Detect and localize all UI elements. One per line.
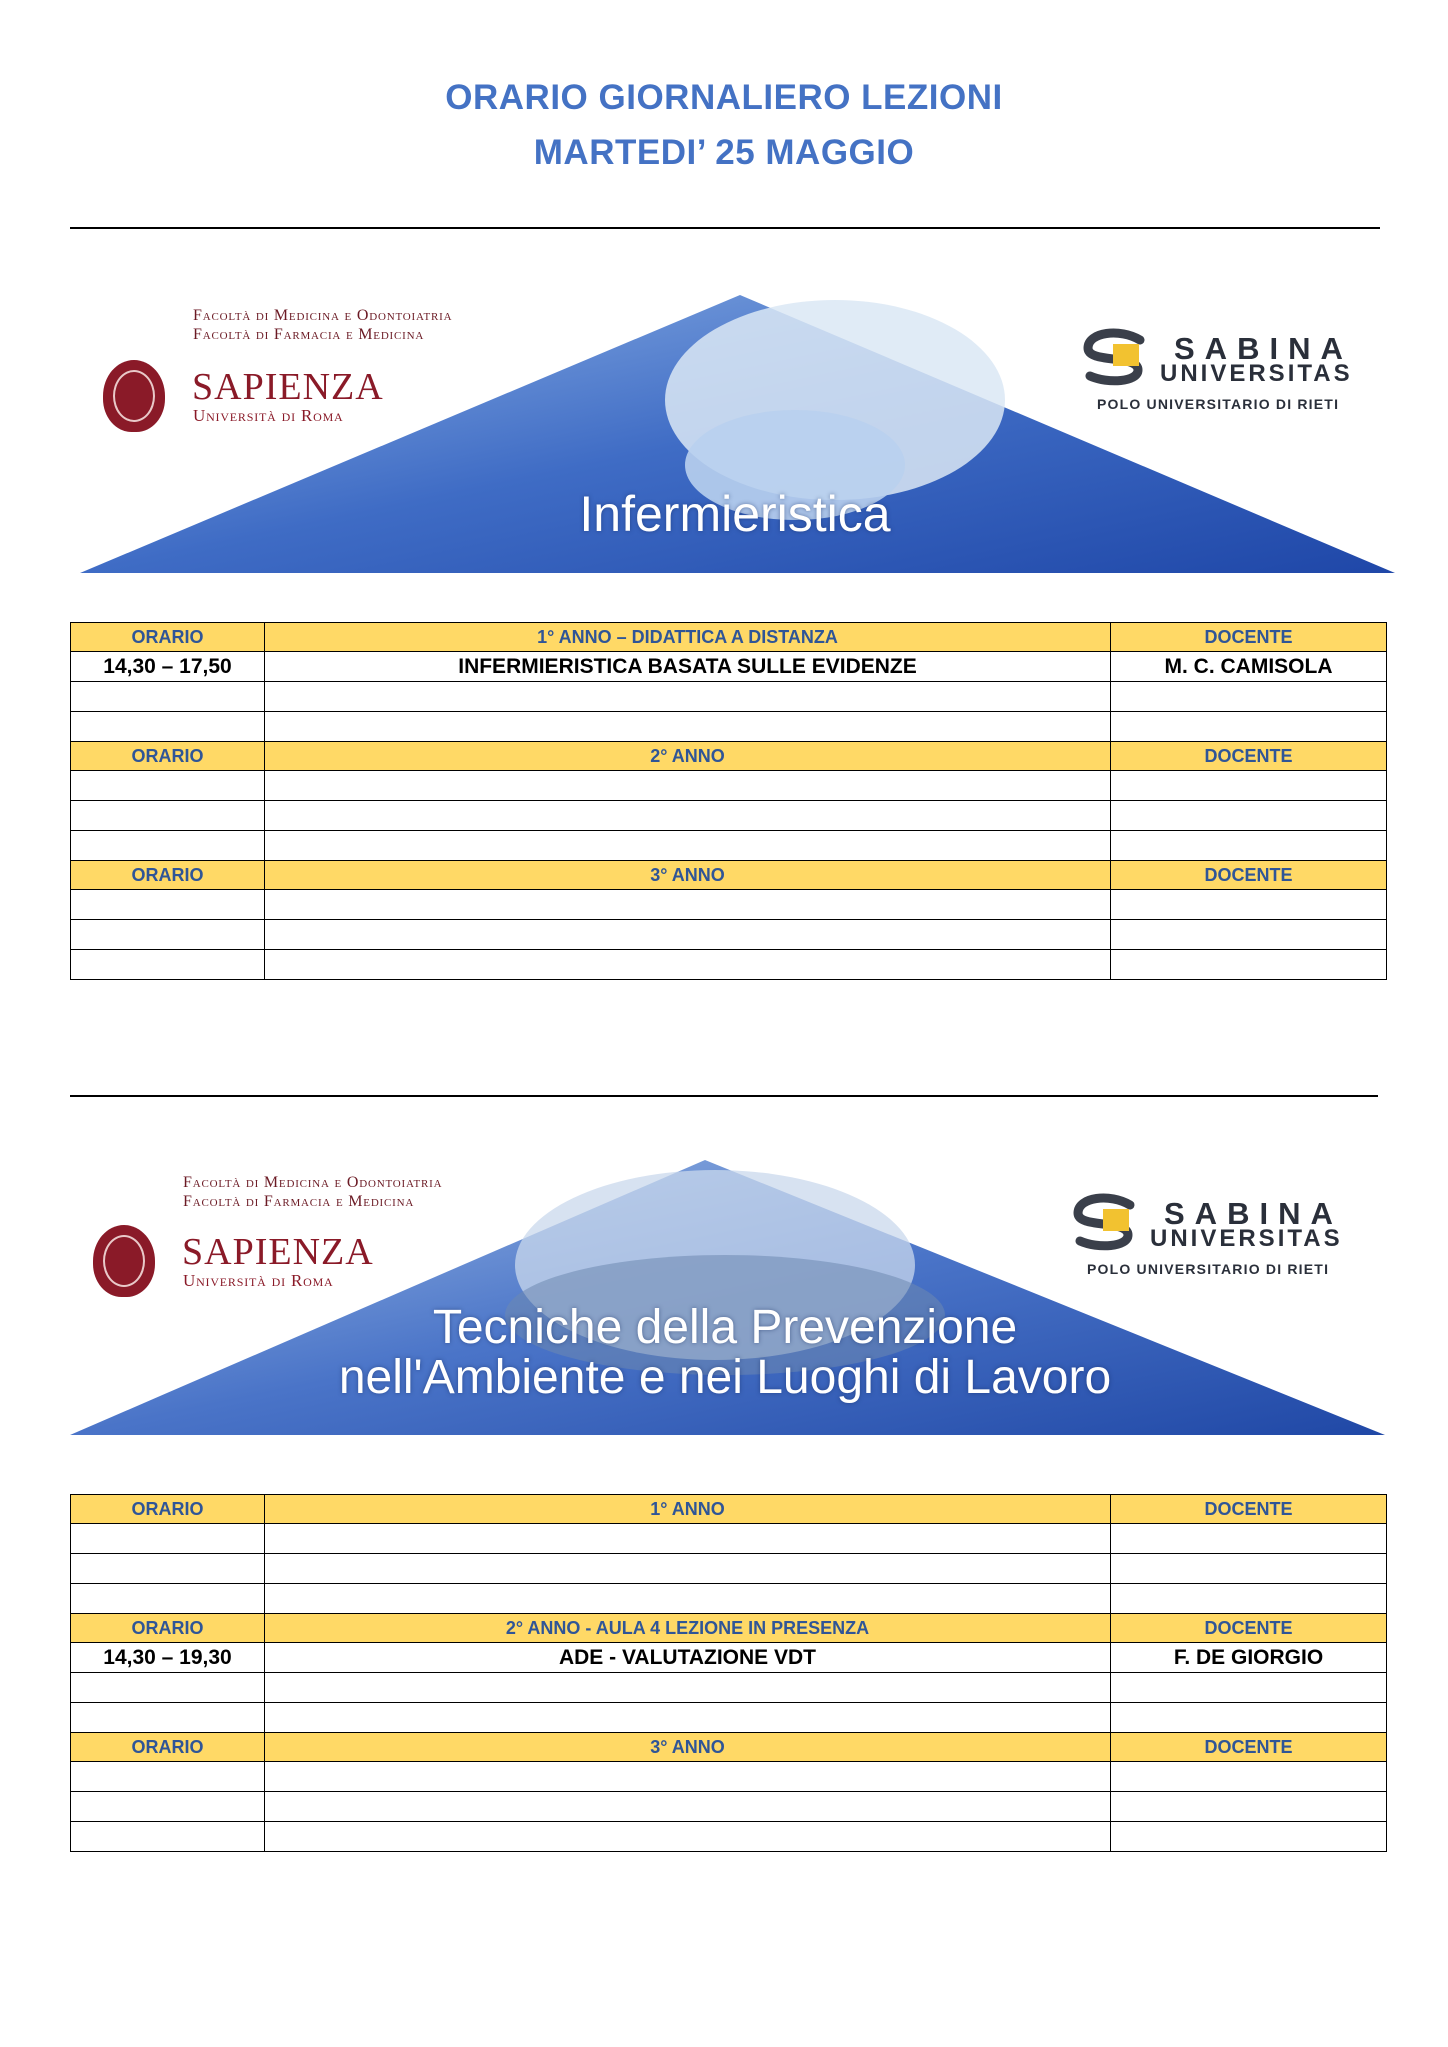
banner-title-line: nell'Ambiente e nei Luoghi di Lavoro (338, 1351, 1112, 1405)
table-row (71, 1822, 1387, 1852)
table-header-row (71, 1495, 1387, 1524)
header-cell: ORARIO (71, 742, 265, 771)
teacher-cell (1111, 771, 1387, 801)
sapienza-subtitle: Università di Roma (183, 1271, 334, 1290)
header-cell: ORARIO (71, 1733, 265, 1762)
course-cell (265, 890, 1111, 920)
table-row (71, 1524, 1387, 1554)
table-row (71, 1762, 1387, 1792)
header-cell: DOCENTE (1111, 1614, 1387, 1643)
sabina-polo: POLO UNIVERSITARIO DI RIETI (1097, 396, 1340, 412)
course-cell (265, 1762, 1111, 1792)
time-cell (71, 712, 265, 742)
sabina-universitas: UNIVERSITAS (1160, 360, 1353, 387)
sabina-universitas: UNIVERSITAS (1150, 1225, 1343, 1252)
teacher-cell (1111, 1822, 1387, 1852)
time-cell (71, 950, 265, 980)
teacher-cell (1111, 712, 1387, 742)
sapienza-seal-icon (103, 360, 165, 432)
time-cell (71, 771, 265, 801)
divider (70, 1095, 1378, 1097)
sabina-name: SABINA (1174, 331, 1353, 366)
table-header-row (71, 1614, 1387, 1643)
time-cell: 14,30 – 17,50 (71, 652, 265, 682)
teacher-cell (1111, 801, 1387, 831)
header-cell: DOCENTE (1111, 861, 1387, 890)
course-cell (265, 1673, 1111, 1703)
time-cell (71, 1762, 265, 1792)
table-row (71, 890, 1387, 920)
banner-title (65, 1303, 1385, 1404)
course-cell (265, 1524, 1111, 1554)
course-cell (265, 1822, 1111, 1852)
teacher-cell (1111, 682, 1387, 712)
time-cell (71, 682, 265, 712)
course-cell (265, 771, 1111, 801)
course-cell (265, 831, 1111, 861)
header-cell: DOCENTE (1111, 742, 1387, 771)
sapienza-name: SAPIENZA (192, 366, 384, 408)
table-row (71, 1703, 1387, 1733)
schedule-table-tecniche-prevenzione (70, 1494, 1387, 1852)
header-cell: 3° ANNO (265, 861, 1111, 890)
course-cell (265, 682, 1111, 712)
table-row (71, 801, 1387, 831)
table-header-row (71, 861, 1387, 890)
course-cell (265, 950, 1111, 980)
time-cell: 14,30 – 19,30 (71, 1643, 265, 1673)
faculty-line2: Facoltà di Farmacia e Medicina (193, 326, 425, 343)
banner-title-line: Infermieristica (579, 486, 891, 542)
table-header-row (71, 1733, 1387, 1762)
teacher-cell (1111, 1703, 1387, 1733)
table-row (71, 1643, 1387, 1673)
course-cell (265, 1554, 1111, 1584)
teacher-cell (1111, 1584, 1387, 1614)
course-cell (265, 712, 1111, 742)
teacher-cell (1111, 890, 1387, 920)
header-cell: DOCENTE (1111, 1733, 1387, 1762)
table-row (71, 1673, 1387, 1703)
teacher-cell (1111, 1524, 1387, 1554)
banner-tecniche-prevenzione (65, 1155, 1385, 1445)
table-row (71, 831, 1387, 861)
time-cell (71, 1703, 265, 1733)
course-cell (265, 1584, 1111, 1614)
table-row (71, 920, 1387, 950)
teacher-cell (1111, 1792, 1387, 1822)
table-row (71, 950, 1387, 980)
course-cell (265, 920, 1111, 950)
table-row (71, 1792, 1387, 1822)
table-row (71, 771, 1387, 801)
course-cell (265, 801, 1111, 831)
page-title-line2: MARTEDI’ 25 MAGGIO (533, 133, 915, 172)
time-cell (71, 920, 265, 950)
banner-infermieristica (75, 290, 1395, 580)
time-cell (71, 1584, 265, 1614)
header-cell: ORARIO (71, 1495, 265, 1524)
course-cell (265, 1703, 1111, 1733)
teacher-cell (1111, 1762, 1387, 1792)
faculty-line2: Facoltà di Farmacia e Medicina (183, 1193, 415, 1210)
header-cell: ORARIO (71, 861, 265, 890)
header-cell: 3° ANNO (265, 1733, 1111, 1762)
table-header-row (71, 742, 1387, 771)
sabina-logo-icon (1080, 326, 1158, 386)
time-cell (71, 801, 265, 831)
teacher-cell (1111, 831, 1387, 861)
time-cell (71, 1792, 265, 1822)
table-row (71, 712, 1387, 742)
sabina-polo: POLO UNIVERSITARIO DI RIETI (1087, 1261, 1330, 1277)
sapienza-seal-icon (93, 1225, 155, 1297)
table-row (71, 1554, 1387, 1584)
table-row (71, 1584, 1387, 1614)
sabina-logo-icon (1070, 1191, 1148, 1251)
header-cell: DOCENTE (1111, 1495, 1387, 1524)
table-row (71, 652, 1387, 682)
sapienza-subtitle: Università di Roma (193, 406, 344, 425)
table-row (71, 682, 1387, 712)
course-cell: INFERMIERISTICA BASATA SULLE EVIDENZE (265, 652, 1111, 682)
sabina-name: SABINA (1164, 1196, 1343, 1231)
banner-title (75, 488, 1395, 541)
time-cell (71, 1554, 265, 1584)
header-cell: 2° ANNO (265, 742, 1111, 771)
teacher-cell: F. DE GIORGIO (1111, 1643, 1387, 1673)
divider (70, 227, 1380, 229)
header-cell: DOCENTE (1111, 623, 1387, 652)
course-cell (265, 1792, 1111, 1822)
schedule-table-infermieristica (70, 622, 1387, 980)
time-cell (71, 1673, 265, 1703)
teacher-cell: M. C. CAMISOLA (1111, 652, 1387, 682)
teacher-cell (1111, 1554, 1387, 1584)
table-header-row (71, 623, 1387, 652)
banner-title-line: Tecniche della Prevenzione (432, 1301, 1018, 1354)
faculty-line1: Facoltà di Medicina e Odontoiatria (183, 1174, 443, 1191)
header-cell: ORARIO (71, 1614, 265, 1643)
time-cell (71, 1524, 265, 1554)
header-cell: 1° ANNO – DIDATTICA A DISTANZA (265, 623, 1111, 652)
sapienza-name: SAPIENZA (182, 1231, 374, 1273)
time-cell (71, 890, 265, 920)
teacher-cell (1111, 950, 1387, 980)
time-cell (71, 1822, 265, 1852)
faculty-line1: Facoltà di Medicina e Odontoiatria (193, 307, 453, 324)
header-cell: ORARIO (71, 623, 265, 652)
header-cell: 1° ANNO (265, 1495, 1111, 1524)
header-cell: 2° ANNO - AULA 4 LEZIONE IN PRESENZA (265, 1614, 1111, 1643)
time-cell (71, 831, 265, 861)
course-cell: ADE - VALUTAZIONE VDT (265, 1643, 1111, 1673)
teacher-cell (1111, 920, 1387, 950)
teacher-cell (1111, 1673, 1387, 1703)
page-title-line1: ORARIO GIORNALIERO LEZIONI (445, 78, 1003, 117)
